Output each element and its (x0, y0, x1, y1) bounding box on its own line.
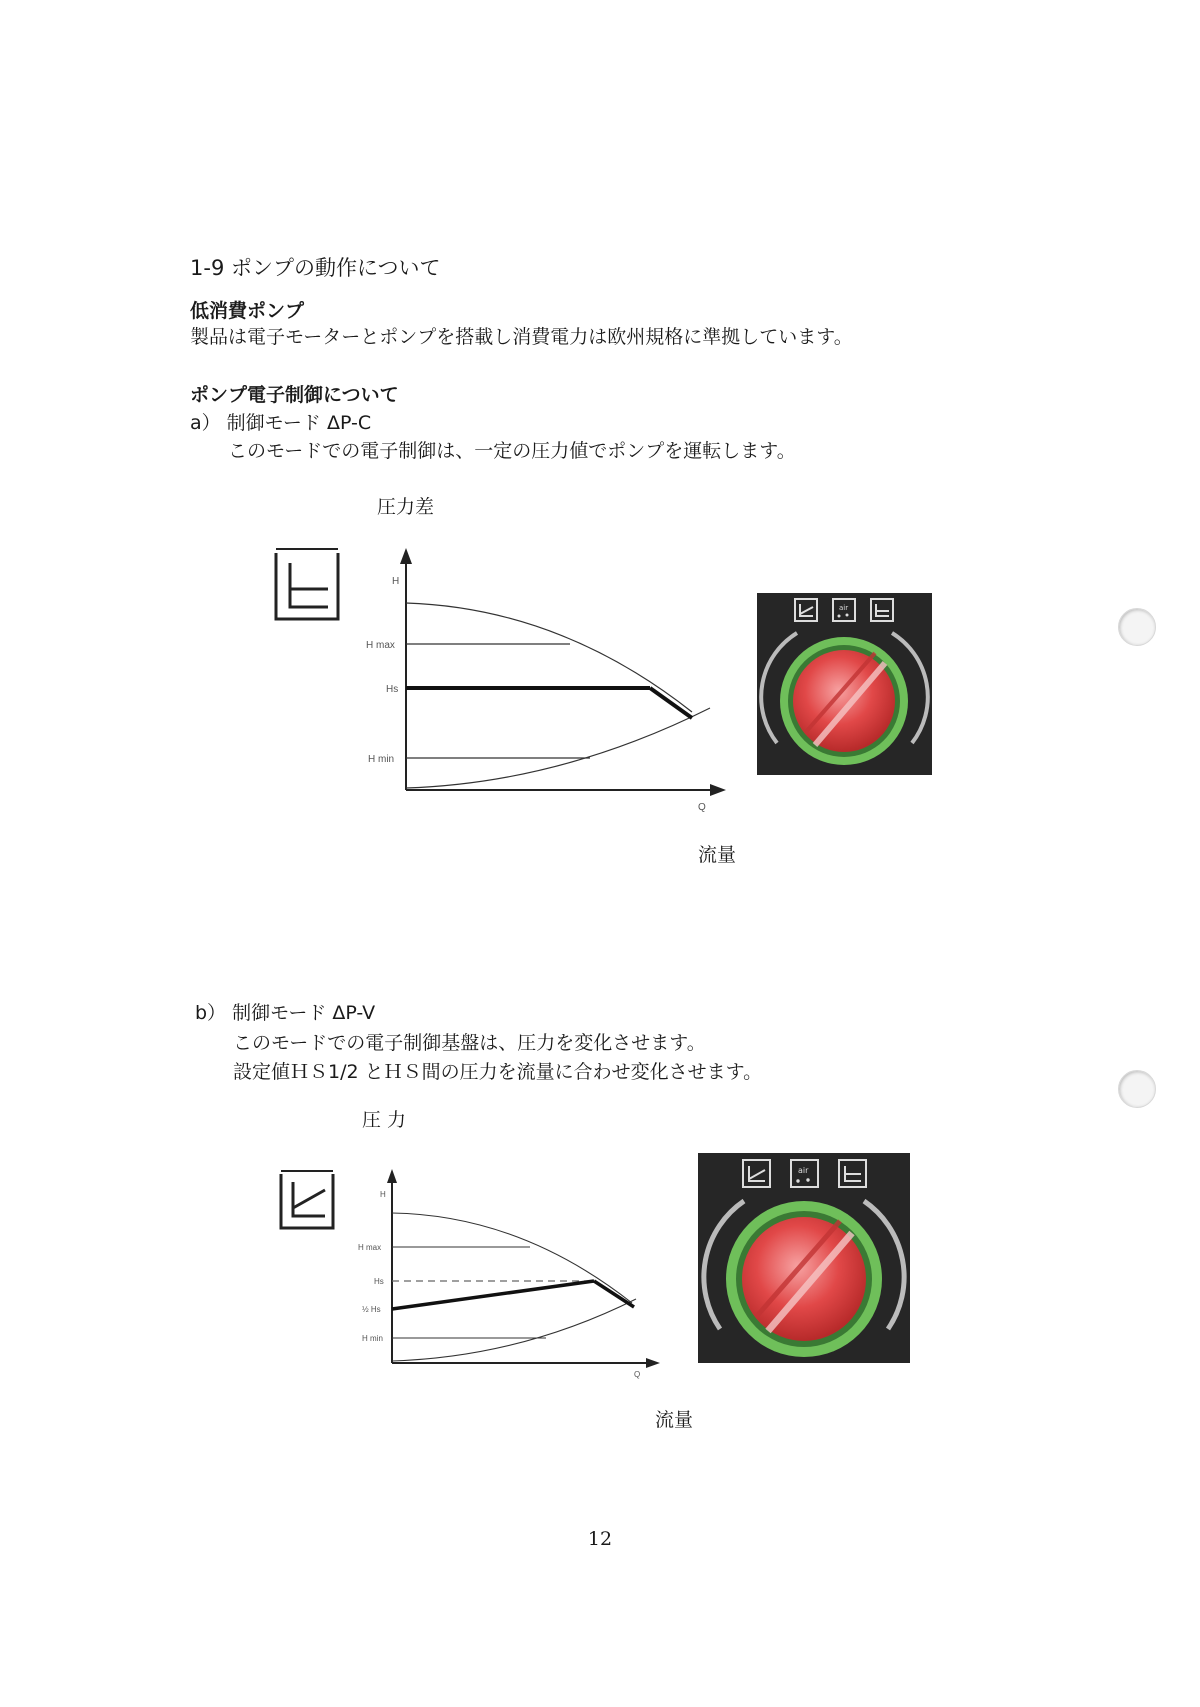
page-number: 12 (587, 1528, 613, 1550)
mode-b-x-caption: 流量 (655, 1409, 694, 1431)
mode-a-pressure-flow-graph (360, 548, 730, 813)
mode-a-x-caption: 流量 (698, 844, 737, 866)
graph-b-q-label: Q (634, 1370, 641, 1379)
punch-hole-bottom (1118, 1070, 1156, 1108)
air-mode-label-a: air (839, 604, 849, 612)
mode-b-description-1: このモードでの電子制御基盤は、圧力を変化させます。 (233, 1032, 706, 1054)
graph-a-hmin-label: H min (368, 754, 395, 765)
graph-a-h-label: H (392, 576, 400, 587)
graph-b-hmax-label: H max (358, 1243, 382, 1252)
graph-b-hmin-label: H min (362, 1334, 383, 1343)
graph-a-hs-label: Hs (386, 684, 399, 695)
section-title: 1-9 ポンプの動作について (190, 256, 441, 280)
mode-b-y-caption: 圧 力 (362, 1109, 407, 1131)
mode-a-heading: a） 制御モード ΔP-C (190, 412, 372, 434)
graph-b-half-hs-label: ½ Hs (362, 1305, 381, 1314)
graph-b-hs-label: Hs (374, 1277, 384, 1286)
constant-pressure-mode-icon (272, 545, 342, 623)
product-description: 製品は電子モーターとポンプを搭載し消費電力は欧州規格に準拠しています。 (190, 326, 853, 348)
graph-a-hmax-label: H max (366, 640, 395, 651)
air-mode-label-b: air (798, 1166, 809, 1175)
subtitle-low-consumption-pump: 低消費ポンプ (190, 300, 305, 322)
mode-a-description: このモードでの電子制御は、一定の圧力値でポンプを運転します。 (228, 440, 796, 462)
mode-a-y-caption: 圧力差 (377, 496, 435, 518)
mode-b-heading: b） 制御モード ΔP-V (195, 1002, 376, 1024)
punch-hole-top (1118, 608, 1156, 646)
mode-b-description-2: 設定値ＨＳ1/2 とＨＳ間の圧力を流量に合わせ変化させます。 (233, 1061, 763, 1083)
pump-control-panel-a (757, 593, 932, 775)
proportional-pressure-mode-icon (277, 1168, 337, 1232)
subtitle-electronic-control: ポンプ電子制御について (190, 384, 399, 406)
pump-control-panel-b (698, 1153, 910, 1363)
mode-b-pressure-flow-graph (350, 1167, 670, 1379)
graph-a-q-label: Q (698, 802, 706, 813)
graph-b-h-label: H (380, 1190, 386, 1199)
